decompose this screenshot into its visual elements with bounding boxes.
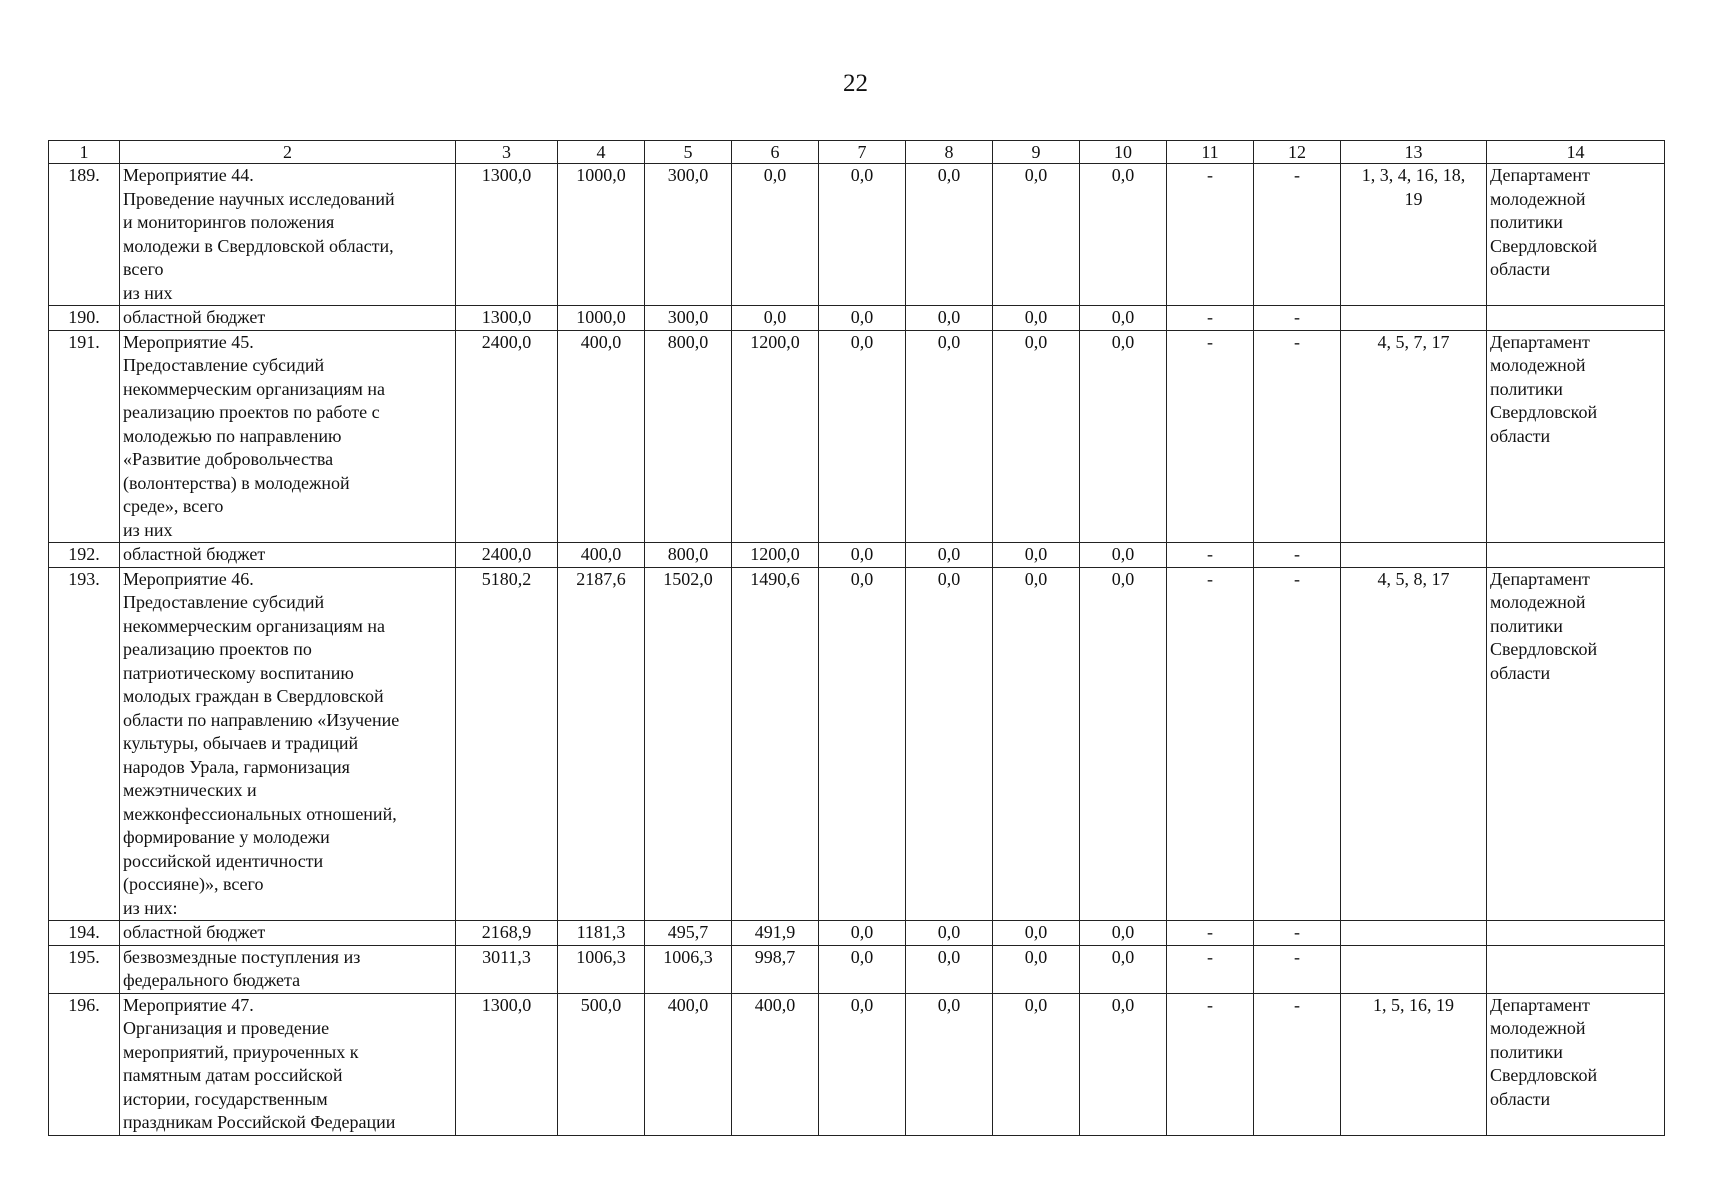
description-line: Организация и проведение <box>123 1018 330 1038</box>
executor-line: молодежной <box>1490 188 1586 209</box>
value-cell: 0,0 <box>1080 543 1167 568</box>
executor-cell <box>1487 567 1665 921</box>
executor-line: Свердловской <box>1490 1065 1598 1085</box>
value-cell: 0,0 <box>906 921 993 946</box>
row-number: 194. <box>49 921 120 946</box>
description-line: областной бюджет <box>123 307 266 327</box>
row-description <box>120 993 456 1135</box>
table-row <box>49 945 1665 993</box>
description-line: молодежью по направлению <box>123 425 342 446</box>
description-line: областной бюджет <box>123 922 266 942</box>
value-cell: 0,0 <box>732 306 819 331</box>
table-row <box>49 993 1665 1135</box>
executor-line: Департамент <box>1490 331 1590 352</box>
description-line: среде», всего <box>123 496 224 516</box>
goals-cell <box>1341 543 1487 568</box>
executor-cell <box>1487 164 1665 306</box>
executor-line: Свердловской <box>1490 639 1598 659</box>
executor-line: области <box>1490 662 1551 683</box>
value-cell: 5180,2 <box>456 567 558 921</box>
value-cell: - <box>1167 306 1254 331</box>
value-cell: 0,0 <box>906 164 993 306</box>
description-line: области по направлению «Изучение <box>123 709 400 730</box>
executor-line: области <box>1490 1088 1551 1109</box>
value-cell: 0,0 <box>819 921 906 946</box>
value-cell: - <box>1167 567 1254 921</box>
value-cell: - <box>1254 993 1341 1135</box>
goals-cell <box>1341 164 1487 306</box>
value-cell: - <box>1167 330 1254 543</box>
description-line: Мероприятие 45. <box>123 331 254 352</box>
executor-cell <box>1487 921 1665 946</box>
goals-cell <box>1341 993 1487 1135</box>
header-cell: 1 <box>49 141 120 164</box>
value-cell: 800,0 <box>645 543 732 568</box>
value-cell: 0,0 <box>906 330 993 543</box>
value-cell: 0,0 <box>993 921 1080 946</box>
page-number: 22 <box>843 70 868 97</box>
executor-line: Департамент <box>1490 165 1590 185</box>
value-cell: 0,0 <box>1080 164 1167 306</box>
row-description <box>120 945 456 993</box>
value-cell: 0,0 <box>1080 945 1167 993</box>
table-row <box>49 567 1665 921</box>
value-cell: 1300,0 <box>456 993 558 1135</box>
row-description <box>120 543 456 568</box>
value-cell: - <box>1167 543 1254 568</box>
value-cell: - <box>1254 164 1341 306</box>
goals-cell <box>1341 945 1487 993</box>
value-cell: 0,0 <box>906 543 993 568</box>
executor-line: молодежной <box>1490 1018 1586 1038</box>
row-number: 189. <box>49 164 120 306</box>
header-row <box>49 141 1665 164</box>
description-line: истории, государственным <box>123 1088 328 1109</box>
row-number: 196. <box>49 993 120 1135</box>
goals-line: 1, 3, 4, 16, 18, <box>1361 165 1466 185</box>
description-line: межэтнических и <box>123 780 257 800</box>
header-cell: 4 <box>558 141 645 164</box>
description-line: Мероприятие 47. <box>123 994 254 1015</box>
description-line: некоммерческим организациям на <box>123 378 385 399</box>
value-cell: 300,0 <box>645 164 732 306</box>
description-line: мероприятий, приуроченных к <box>123 1041 359 1062</box>
row-number: 192. <box>49 543 120 568</box>
value-cell: 2400,0 <box>456 543 558 568</box>
description-line: межконфессиональных отношений, <box>123 803 397 824</box>
executor-line: Департамент <box>1490 568 1590 589</box>
description-line: Предоставление субсидий <box>123 355 325 375</box>
value-cell: - <box>1254 306 1341 331</box>
value-cell: 0,0 <box>993 164 1080 306</box>
value-cell: 1006,3 <box>645 945 732 993</box>
value-cell: 998,7 <box>732 945 819 993</box>
value-cell: 0,0 <box>1080 567 1167 921</box>
value-cell: 0,0 <box>1080 921 1167 946</box>
header-cell: 5 <box>645 141 732 164</box>
executor-line: области <box>1490 425 1551 446</box>
value-cell: - <box>1167 993 1254 1135</box>
description-line: некоммерческим организациям на <box>123 615 385 636</box>
description-line: федерального бюджета <box>123 970 301 990</box>
header-cell: 10 <box>1080 141 1167 164</box>
goals-line: 4, 5, 7, 17 <box>1377 331 1450 352</box>
header-cell: 14 <box>1487 141 1665 164</box>
executor-line: политики <box>1490 212 1563 232</box>
value-cell: 0,0 <box>1080 306 1167 331</box>
description-line: народов Урала, гармонизация <box>123 756 350 777</box>
value-cell: 0,0 <box>906 306 993 331</box>
value-cell: 1200,0 <box>732 330 819 543</box>
value-cell: 1006,3 <box>558 945 645 993</box>
value-cell: 2400,0 <box>456 330 558 543</box>
description-line: реализацию проектов по работе с <box>123 402 380 422</box>
description-line: молодежи в Свердловской области, <box>123 235 394 256</box>
goals-line: 1, 5, 16, 19 <box>1373 994 1454 1015</box>
value-cell: - <box>1254 330 1341 543</box>
header-cell: 9 <box>993 141 1080 164</box>
value-cell: 0,0 <box>906 567 993 921</box>
value-cell: 0,0 <box>993 993 1080 1135</box>
value-cell: 400,0 <box>558 543 645 568</box>
value-cell: 800,0 <box>645 330 732 543</box>
row-number: 193. <box>49 567 120 921</box>
value-cell: 1300,0 <box>456 164 558 306</box>
description-line: из них: <box>123 897 178 918</box>
value-cell: - <box>1167 921 1254 946</box>
description-line: патриотическому воспитанию <box>123 662 354 683</box>
value-cell: - <box>1254 543 1341 568</box>
value-cell: 0,0 <box>993 567 1080 921</box>
value-cell: 3011,3 <box>456 945 558 993</box>
value-cell: 500,0 <box>558 993 645 1135</box>
value-cell: 0,0 <box>1080 330 1167 543</box>
header-cell: 11 <box>1167 141 1254 164</box>
goals-line: 19 <box>1404 188 1423 209</box>
header-cell: 7 <box>819 141 906 164</box>
budget-table <box>48 140 1665 1136</box>
value-cell: - <box>1254 921 1341 946</box>
value-cell: - <box>1167 945 1254 993</box>
description-line: Мероприятие 44. <box>123 165 254 185</box>
header-cell: 3 <box>456 141 558 164</box>
goals-cell <box>1341 306 1487 331</box>
row-description <box>120 567 456 921</box>
row-description <box>120 306 456 331</box>
description-line: формирование у молодежи <box>123 827 330 847</box>
value-cell: 0,0 <box>819 945 906 993</box>
value-cell: 0,0 <box>993 543 1080 568</box>
executor-line: Свердловской <box>1490 235 1598 256</box>
executor-line: молодежной <box>1490 592 1586 612</box>
header-cell: 12 <box>1254 141 1341 164</box>
value-cell: 0,0 <box>732 164 819 306</box>
row-number: 195. <box>49 945 120 993</box>
row-number: 191. <box>49 330 120 543</box>
description-line: безвозмездные поступления из <box>123 946 361 967</box>
row-description <box>120 164 456 306</box>
description-line: (россияне)», всего <box>123 874 264 894</box>
description-line: всего <box>123 259 164 279</box>
executor-line: Департамент <box>1490 994 1590 1015</box>
value-cell: 300,0 <box>645 306 732 331</box>
goals-cell <box>1341 567 1487 921</box>
executor-cell <box>1487 543 1665 568</box>
value-cell: - <box>1167 164 1254 306</box>
row-description <box>120 330 456 543</box>
executor-cell <box>1487 945 1665 993</box>
row-number: 190. <box>49 306 120 331</box>
value-cell: 1000,0 <box>558 306 645 331</box>
executor-line: молодежной <box>1490 355 1586 375</box>
value-cell: 0,0 <box>906 993 993 1135</box>
value-cell: 400,0 <box>645 993 732 1135</box>
description-line: реализацию проектов по <box>123 639 312 659</box>
value-cell: 0,0 <box>906 945 993 993</box>
value-cell: 0,0 <box>993 330 1080 543</box>
description-line: молодых граждан в Свердловской <box>123 686 384 706</box>
table-row <box>49 921 1665 946</box>
row-description <box>120 921 456 946</box>
description-line: Мероприятие 46. <box>123 568 254 589</box>
value-cell: 1200,0 <box>732 543 819 568</box>
value-cell: 400,0 <box>732 993 819 1135</box>
header-cell: 2 <box>120 141 456 164</box>
value-cell: - <box>1254 567 1341 921</box>
value-cell: 0,0 <box>993 945 1080 993</box>
description-line: культуры, обычаев и традиций <box>123 733 359 753</box>
value-cell: 1181,3 <box>558 921 645 946</box>
value-cell: 0,0 <box>819 993 906 1135</box>
executor-cell <box>1487 993 1665 1135</box>
value-cell: 400,0 <box>558 330 645 543</box>
description-line: памятным датам российской <box>123 1065 343 1085</box>
description-line: Проведение научных исследований <box>123 188 395 209</box>
header-cell: 6 <box>732 141 819 164</box>
value-cell: 0,0 <box>1080 993 1167 1135</box>
value-cell: 1300,0 <box>456 306 558 331</box>
executor-line: политики <box>1490 615 1563 636</box>
description-line: областной бюджет <box>123 544 266 564</box>
goals-cell <box>1341 330 1487 543</box>
value-cell: 0,0 <box>819 164 906 306</box>
executor-line: области <box>1490 259 1551 279</box>
value-cell: 491,9 <box>732 921 819 946</box>
description-line: из них <box>123 282 173 303</box>
goals-line: 4, 5, 8, 17 <box>1377 568 1450 589</box>
description-line: и мониторингов положения <box>123 212 335 232</box>
value-cell: 0,0 <box>993 306 1080 331</box>
value-cell: 0,0 <box>819 567 906 921</box>
executor-cell <box>1487 330 1665 543</box>
goals-cell <box>1341 921 1487 946</box>
table-row <box>49 164 1665 306</box>
table-row <box>49 330 1665 543</box>
table-body <box>49 141 1665 1136</box>
executor-cell <box>1487 306 1665 331</box>
value-cell: 1000,0 <box>558 164 645 306</box>
description-line: праздникам Российской Федерации <box>123 1112 396 1132</box>
value-cell: 1502,0 <box>645 567 732 921</box>
value-cell: 1490,6 <box>732 567 819 921</box>
executor-line: политики <box>1490 1041 1563 1062</box>
description-line: российской идентичности <box>123 850 324 871</box>
description-line: из них <box>123 519 173 540</box>
header-cell: 13 <box>1341 141 1487 164</box>
description-line: «Развитие добровольчества <box>123 449 334 469</box>
value-cell: 495,7 <box>645 921 732 946</box>
executor-line: политики <box>1490 378 1563 399</box>
value-cell: - <box>1254 945 1341 993</box>
value-cell: 0,0 <box>819 330 906 543</box>
value-cell: 2187,6 <box>558 567 645 921</box>
table-row <box>49 543 1665 568</box>
value-cell: 2168,9 <box>456 921 558 946</box>
value-cell: 0,0 <box>819 543 906 568</box>
table-row <box>49 306 1665 331</box>
header-cell: 8 <box>906 141 993 164</box>
description-line: Предоставление субсидий <box>123 592 325 612</box>
executor-line: Свердловской <box>1490 402 1598 422</box>
description-line: (волонтерства) в молодежной <box>123 472 350 493</box>
value-cell: 0,0 <box>819 306 906 331</box>
